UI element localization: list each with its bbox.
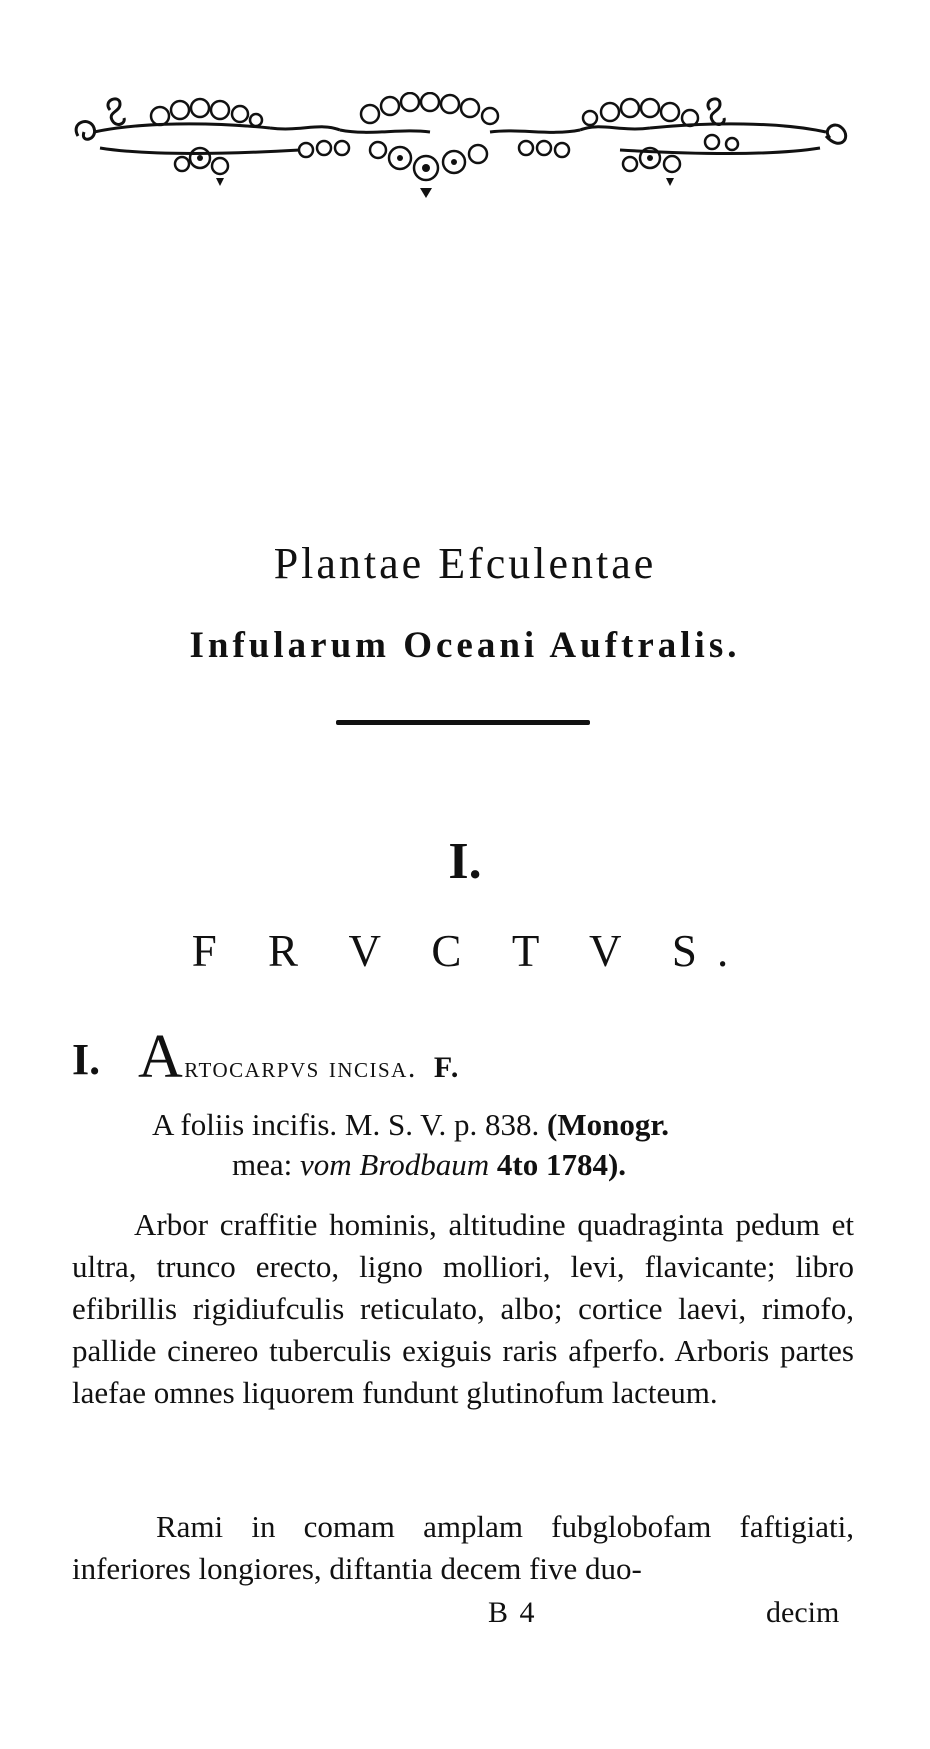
entry-synonym — [152, 1105, 852, 1185]
floral-garland-ornament-icon — [70, 92, 850, 204]
entry-name-rest: rtocarpvs incisa. — [184, 1051, 417, 1084]
catchword: decim — [766, 1596, 840, 1629]
synonym-mea: mea: — [232, 1147, 293, 1182]
description-paragraph-1: Arbor craffitie hominis, altitudine quadraginta pedum et ultra, trunco erecto, ligno molliori, levi, flavicante; libro efibrillis rigidiufculis reticulato, albo; cortice laevi, rimofo, pallide cinereo tuberculis exiguis raris afperfo. Arboris partes laefae omnes liquorem fundunt glutinofum lacteum. — [72, 1207, 854, 1410]
entry-name-initial: A — [138, 1023, 185, 1091]
section-numeral: I. — [448, 833, 482, 890]
section-heading: F R V C T V S. — [191, 926, 749, 976]
synonym-text: A foliis incifis. M. S. V. p. 838. — [152, 1107, 540, 1142]
description-paragraph-2: Rami in comam amplam fubglobofam faftigiati, inferiores longiores, diftantia decem five duo- — [72, 1509, 854, 1586]
entry-species-name — [138, 1022, 460, 1093]
title-rule-divider — [336, 720, 590, 725]
synonym-format-year: 4to 1784). — [496, 1147, 627, 1182]
entry-heading — [72, 1022, 872, 1090]
synonym-work-title: vom Brodbaum — [300, 1147, 490, 1182]
entry-name-suffix: F. — [433, 1051, 460, 1084]
entry-number: I. — [72, 1035, 101, 1084]
page-subtitle: Infularum Oceani Auftralis. — [189, 625, 741, 666]
signature-mark: B 4 — [488, 1596, 537, 1629]
page-title: Plantae Efculentae — [273, 539, 657, 588]
synonym-reference: (Monogr. — [547, 1107, 670, 1142]
